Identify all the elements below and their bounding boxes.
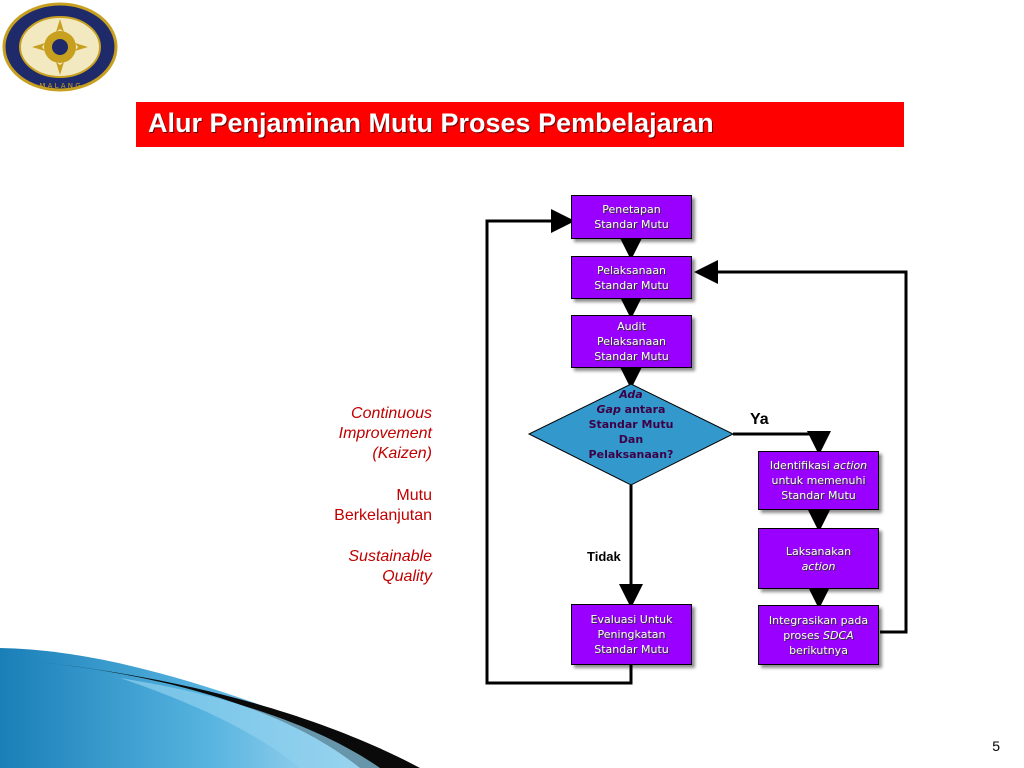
note-line: Quality [382,568,432,585]
no-label: Tidak [587,549,621,564]
penetapan-label: Penetapan Standar Mutu [594,203,669,231]
decision-text [575,387,687,462]
identifikasi-label [761,458,877,503]
note-line: (Kaizen) [372,445,432,462]
decision-line: Standar Mutu [588,418,674,431]
pelaksanaan-label: Pelaksanaan Standar Mutu [594,263,669,292]
page-number: 5 [992,738,1000,754]
identifikasi-action: action [833,459,868,472]
integrasikan-sdca: SDCA [823,628,854,642]
svg-text:M A L A N G: M A L A N G [39,82,81,90]
identifikasi-a: Identifikasi [769,459,834,472]
laksanakan-box [758,528,879,589]
laksanakan-action: action [801,559,836,573]
decision-line: Pelaksanaan? [588,448,674,461]
penetapan-box [571,195,692,239]
note-line: Mutu [396,487,432,504]
slide-title: Alur Penjaminan Mutu Proses Pembelajaran [148,108,714,138]
evaluasi-label: Evaluasi Untuk Peningkatan Standar Mutu [590,613,673,656]
decision-antara: antara [620,403,666,416]
note-line: Sustainable [348,548,432,565]
evaluasi-box [571,604,692,665]
audit-label: Audit Pelaksanaan Standar Mutu [594,320,669,363]
note-line: Improvement [338,425,432,442]
note-line: Continuous [351,405,432,422]
decision-gap: Gap [596,403,621,416]
audit-box [571,315,692,368]
laksanakan-a: Laksanakan [785,544,852,558]
note-line: Berkelanjutan [334,507,432,524]
pelaksanaan-box [571,256,692,299]
integrasikan-c: berikutnya [789,643,848,657]
identifikasi-box [758,451,879,510]
decision-line [575,402,687,417]
integrasikan-box [758,605,879,665]
integrasikan-a: Integrasikan pada proses [768,613,869,642]
yes-label: Ya [750,411,769,428]
laksanakan-label [779,544,859,574]
identifikasi-c: untuk memenuhi Standar Mutu [771,474,866,502]
integrasikan-label [762,613,876,658]
decision-line: Ada [619,388,643,401]
decision-line: Dan [618,433,644,446]
